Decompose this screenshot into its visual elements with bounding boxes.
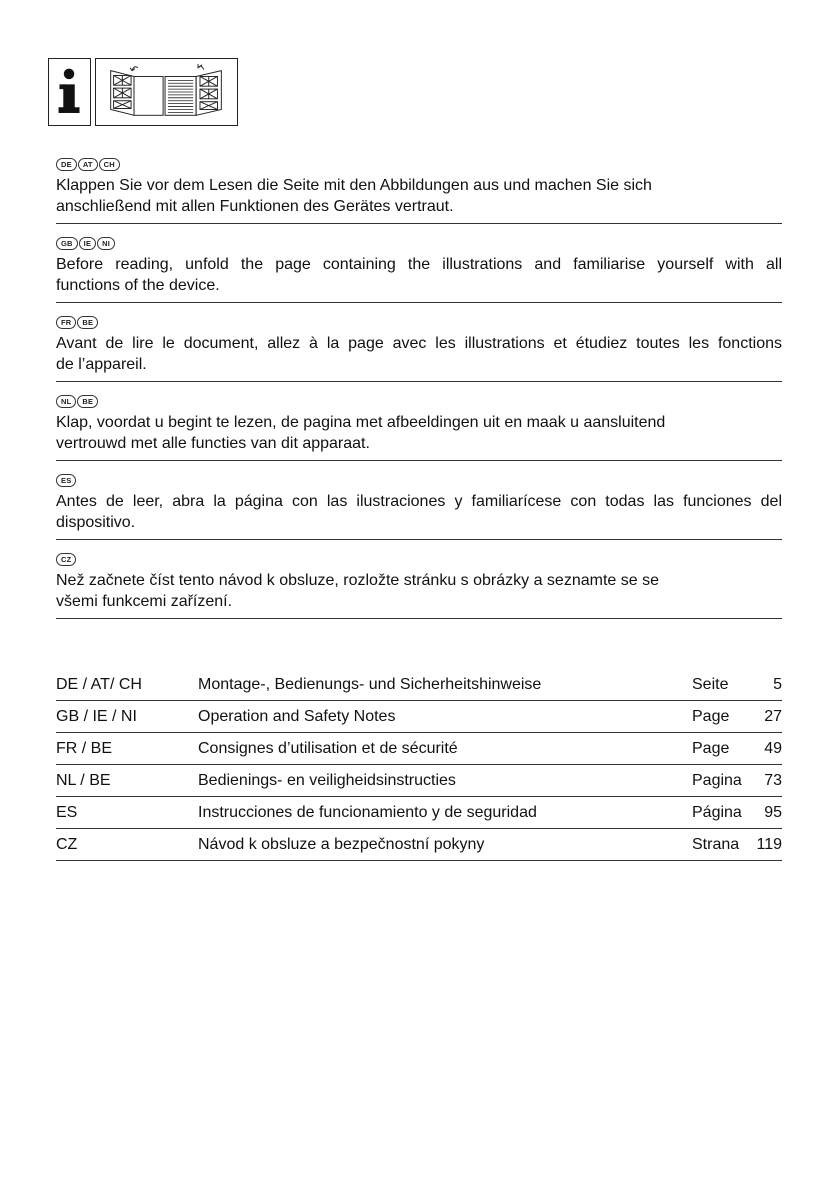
section-line: všemi funkcemi zařízení. <box>56 593 233 610</box>
language-code: DE / AT/ CH <box>56 669 198 701</box>
page-word: Page <box>692 733 752 765</box>
country-badge: DE <box>56 158 77 171</box>
table-row <box>56 765 782 797</box>
section-line: functions of the device. <box>56 277 220 294</box>
section-es <box>56 470 782 540</box>
table-row <box>56 733 782 765</box>
chapter-title: Instrucciones de funcionamiento y de seguridad <box>198 797 692 829</box>
section-line: Klap, voordat u begint te lezen, de pagina met afbeeldingen uit en maak u aansluitend <box>56 414 666 431</box>
country-badge: FR <box>56 316 76 329</box>
page-number: 49 <box>752 733 782 765</box>
country-badge: CZ <box>56 553 76 566</box>
section-nl-be <box>56 391 782 461</box>
section-line: anschließend mit allen Funktionen des Gerätes vertraut. <box>56 198 454 215</box>
chapter-title: Návod k obsluze a bezpečnostní pokyny <box>198 829 692 861</box>
section-line: Before reading, unfold the page containing the illustrations and familiarise yourself with all <box>56 256 782 273</box>
country-badge: NL <box>56 395 76 408</box>
page-word: Page <box>692 701 752 733</box>
section-gb-ie-ni <box>56 233 782 303</box>
chapter-title: Bedienings- en veiligheidsinstructies <box>198 765 692 797</box>
language-code: GB / IE / NI <box>56 701 198 733</box>
section-line: Než začnete číst tento návod k obsluze, rozložte stránku s obrázky a seznamte se se <box>56 572 659 589</box>
page-number: 5 <box>752 669 782 701</box>
language-sections <box>56 154 782 628</box>
page-number: 27 <box>752 701 782 733</box>
page-word: Strana <box>692 829 752 861</box>
country-badge: IE <box>79 237 97 250</box>
section-fr-be <box>56 312 782 382</box>
language-code: NL / BE <box>56 765 198 797</box>
country-badge: AT <box>78 158 98 171</box>
section-line: dispositivo. <box>56 514 136 531</box>
section-line: vertrouwd met alle functies van dit apparaat. <box>56 435 370 452</box>
country-badges <box>56 316 782 329</box>
country-badge: CH <box>99 158 120 171</box>
table-row <box>56 797 782 829</box>
table-row <box>56 701 782 733</box>
page-word: Página <box>692 797 752 829</box>
country-badge: BE <box>77 316 98 329</box>
chapter-title: Operation and Safety Notes <box>198 701 692 733</box>
country-badges <box>56 474 782 487</box>
language-code: FR / BE <box>56 733 198 765</box>
table-row <box>56 829 782 861</box>
country-badge: GB <box>56 237 78 250</box>
country-badge: NI <box>97 237 115 250</box>
country-badges <box>56 395 782 408</box>
country-badges <box>56 158 782 171</box>
section-cz <box>56 549 782 619</box>
chapter-title: Consignes d’utilisation et de sécurité <box>198 733 692 765</box>
info-icon <box>48 58 91 126</box>
section-line: Klappen Sie vor dem Lesen die Seite mit den Abbildungen aus und machen Sie sich <box>56 177 652 194</box>
country-badges <box>56 237 782 250</box>
section-line: Avant de lire le document, allez à la page avec les illustrations et étudiez toutes les fonctions <box>56 335 782 352</box>
country-badge: BE <box>77 395 98 408</box>
section-line: de l’appareil. <box>56 356 147 373</box>
page-word: Pagina <box>692 765 752 797</box>
section-de-at-ch <box>56 154 782 224</box>
language-code: ES <box>56 797 198 829</box>
fold-out-pages-icon <box>95 58 238 126</box>
page-number: 73 <box>752 765 782 797</box>
table-row <box>56 669 782 701</box>
page-number: 95 <box>752 797 782 829</box>
page-word: Seite <box>692 669 752 701</box>
country-badge: ES <box>56 474 76 487</box>
contents-table <box>56 669 782 861</box>
chapter-title: Montage-, Bedienungs- und Sicherheitshinweise <box>198 669 692 701</box>
country-badges <box>56 553 782 566</box>
language-code: CZ <box>56 829 198 861</box>
page-number: 119 <box>752 829 782 861</box>
section-line: Antes de leer, abra la página con las ilustraciones y familiarícese con todas las funciones del <box>56 493 782 510</box>
